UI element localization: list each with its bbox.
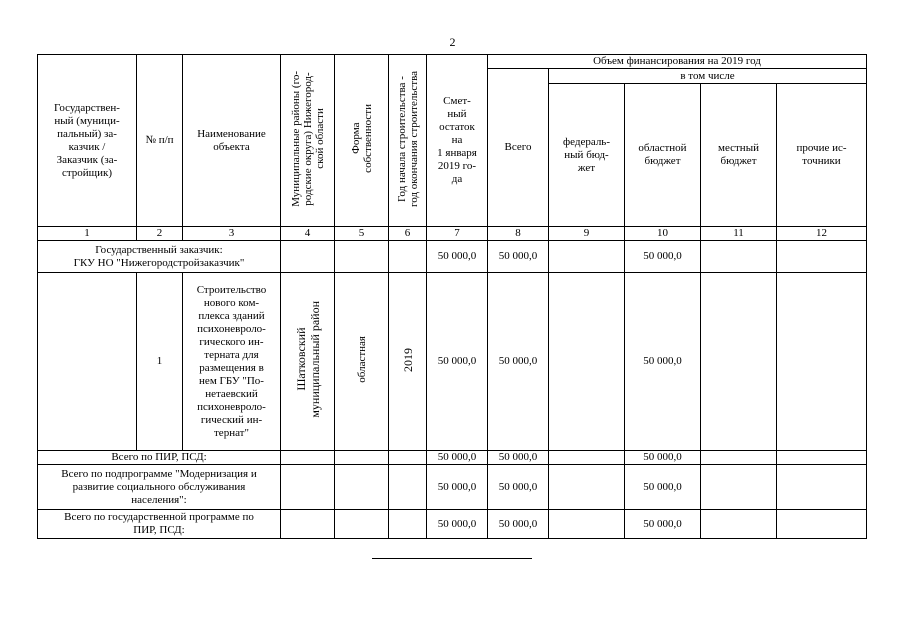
- header-years-text: Год начала строительства - год окончания строительства: [395, 70, 420, 207]
- col-number: 10: [625, 227, 701, 241]
- col-number: 11: [701, 227, 777, 241]
- object-district-text: Шатковский муниципальный район: [293, 301, 322, 418]
- object-name: Строительство нового ком- плекса зданий психоневроло- гического ин- терната для размещения в нем ГБУ "По- нетаевский психоневроло- гический ин- тернат": [183, 273, 281, 451]
- header-estimate: Смет- ный остаток на 1 января 2019 го- да: [427, 55, 488, 227]
- customer-row: [38, 241, 867, 273]
- col-number: 1: [38, 227, 137, 241]
- col-number: 4: [281, 227, 335, 241]
- total-row: [38, 510, 867, 539]
- object-ownership: [335, 273, 389, 451]
- header-including: в том числе: [549, 69, 867, 84]
- col-number: 12: [777, 227, 867, 241]
- header-districts: [281, 55, 335, 227]
- object-row: [38, 273, 867, 451]
- header-customer: Государствен- ный (муници- пальный) за- казчик / Заказчик (за- стройщик): [38, 55, 137, 227]
- total-total: 50 000,0: [488, 465, 549, 510]
- object-total: 50 000,0: [488, 273, 549, 451]
- total-label: Всего по ПИР, ПСД:: [38, 451, 281, 465]
- object-number: 1: [137, 273, 183, 451]
- column-numbers-row: [38, 227, 867, 241]
- header-number: № п/п: [137, 55, 183, 227]
- total-estimate: 50 000,0: [427, 510, 488, 539]
- customer-label: Государственный заказчик: ГКУ НО "Нижегородстройзаказчик": [38, 241, 281, 273]
- total-estimate: 50 000,0: [427, 465, 488, 510]
- header-total: Всего: [488, 69, 549, 227]
- object-ownership-text: областная: [355, 336, 368, 383]
- col-number: 3: [183, 227, 281, 241]
- total-total: 50 000,0: [488, 510, 549, 539]
- col-number: 9: [549, 227, 625, 241]
- header-federal: федераль- ный бюд- жет: [549, 84, 625, 227]
- customer-estimate: 50 000,0: [427, 241, 488, 273]
- financing-table: [37, 54, 867, 539]
- total-total: 50 000,0: [488, 451, 549, 465]
- total-row: [38, 451, 867, 465]
- header-regional: областной бюджет: [625, 84, 701, 227]
- object-year: [389, 273, 427, 451]
- col-number: 5: [335, 227, 389, 241]
- customer-total: 50 000,0: [488, 241, 549, 273]
- col-number: 6: [389, 227, 427, 241]
- header-row-1: [38, 55, 867, 69]
- object-regional: 50 000,0: [625, 273, 701, 451]
- header-other: прочие ис- точники: [777, 84, 867, 227]
- customer-regional: 50 000,0: [625, 241, 701, 273]
- total-regional: 50 000,0: [625, 510, 701, 539]
- header-funding-title: Объем финансирования на 2019 год: [488, 55, 867, 69]
- object-estimate: 50 000,0: [427, 273, 488, 451]
- header-years: [389, 55, 427, 227]
- header-local: местный бюджет: [701, 84, 777, 227]
- col-number: 7: [427, 227, 488, 241]
- object-district: [281, 273, 335, 451]
- col-number: 2: [137, 227, 183, 241]
- total-label: Всего по подпрограмме "Модернизация и развитие социального обслуживания населения":: [38, 465, 281, 510]
- header-ownership: [335, 55, 389, 227]
- header-object-name: Наименование объекта: [183, 55, 281, 227]
- total-regional: 50 000,0: [625, 451, 701, 465]
- total-row: [38, 465, 867, 510]
- object-year-text: 2019: [400, 347, 415, 372]
- header-ownership-text: Форма собственности: [349, 104, 374, 173]
- total-regional: 50 000,0: [625, 465, 701, 510]
- col-number: 8: [488, 227, 549, 241]
- total-estimate: 50 000,0: [427, 451, 488, 465]
- page-number: 2: [449, 35, 456, 49]
- footer-separator-line: [372, 558, 532, 559]
- header-districts-text: Муниципальные районы (го- родские округа) Нижегород- ской области: [289, 70, 326, 207]
- total-label: Всего по государственной программе по ПИР, ПСД:: [38, 510, 281, 539]
